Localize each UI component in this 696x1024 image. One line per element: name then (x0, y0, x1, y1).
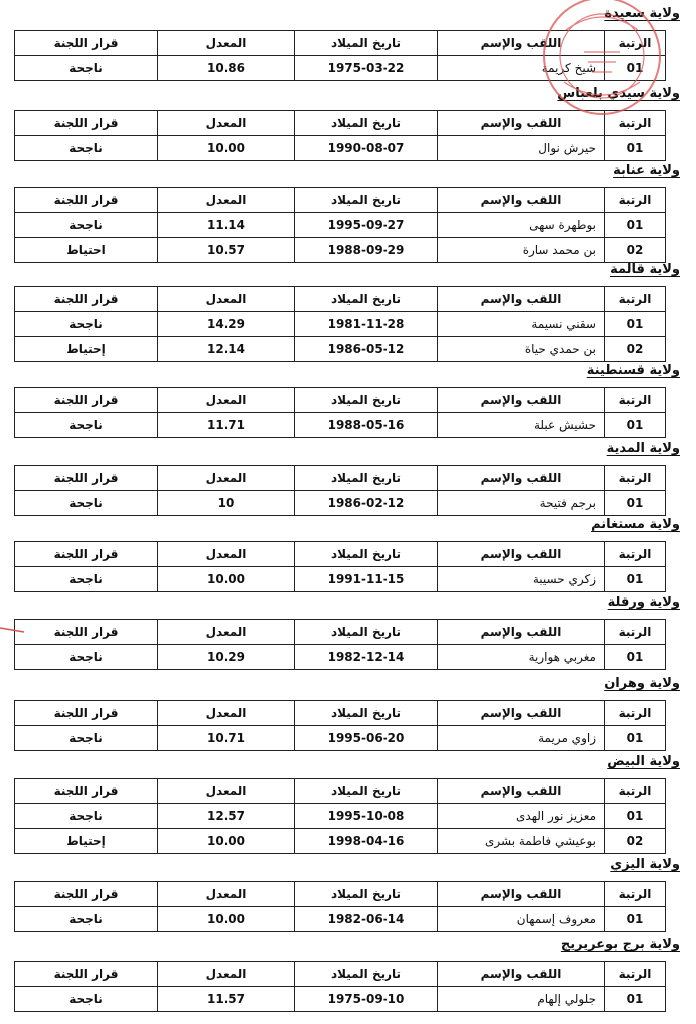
cell-decision: ناجحة (15, 567, 158, 592)
table-row (15, 829, 666, 854)
cell-name: بن حمدي حياة (438, 337, 605, 362)
cell-decision: ناجحة (15, 213, 158, 238)
cell-name: معزيز نور الهدى (438, 804, 605, 829)
cell-average: 10.00 (158, 829, 295, 854)
cell-name: بوعيشي فاطمة بشرى (438, 829, 605, 854)
column-header-birth: تاريخ الميلاد (295, 111, 438, 136)
column-header-name: اللقب والإسم (438, 701, 605, 726)
table-row (15, 56, 666, 81)
results-table (14, 465, 666, 516)
cell-birth: 1995-09-27 (295, 213, 438, 238)
column-header-birth: تاريخ الميلاد (295, 701, 438, 726)
table-row (15, 491, 666, 516)
results-table (14, 778, 666, 854)
column-header-average: المعدل (158, 287, 295, 312)
column-header-name: اللقب والإسم (438, 388, 605, 413)
column-header-average: المعدل (158, 111, 295, 136)
cell-name: زاوي مريمة (438, 726, 605, 751)
column-header-decision: قرار اللجنة (15, 31, 158, 56)
section-title: ولاية قسنطينة (586, 363, 680, 378)
cell-rank: 01 (605, 213, 666, 238)
column-header-birth: تاريخ الميلاد (295, 466, 438, 491)
cell-rank: 01 (605, 413, 666, 438)
section-title: ولاية اليزي (610, 857, 680, 872)
cell-rank: 02 (605, 337, 666, 362)
column-header-decision: قرار اللجنة (15, 962, 158, 987)
cell-birth: 1988-05-16 (295, 413, 438, 438)
table-header-row (15, 388, 666, 413)
cell-name: بوطهرة سهى (438, 213, 605, 238)
cell-name: حشيش عبلة (438, 413, 605, 438)
column-header-average: المعدل (158, 779, 295, 804)
section-title: ولاية سيدي بلعباس (557, 86, 680, 101)
column-header-decision: قرار اللجنة (15, 287, 158, 312)
cell-decision: ناجحة (15, 804, 158, 829)
cell-average: 10.29 (158, 645, 295, 670)
column-header-name: اللقب والإسم (438, 31, 605, 56)
cell-birth: 1990-08-07 (295, 136, 438, 161)
section-title: ولاية مستغانم (591, 517, 680, 532)
cell-decision: ناجحة (15, 907, 158, 932)
cell-rank: 01 (605, 136, 666, 161)
results-table (14, 387, 666, 438)
cell-decision: إحتياط (15, 829, 158, 854)
cell-name: معروف إسمهان (438, 907, 605, 932)
column-header-name: اللقب والإسم (438, 466, 605, 491)
cell-birth: 1998-04-16 (295, 829, 438, 854)
column-header-name: اللقب والإسم (438, 779, 605, 804)
column-header-average: المعدل (158, 962, 295, 987)
table-row (15, 907, 666, 932)
results-table (14, 619, 666, 670)
table-header-row (15, 779, 666, 804)
cell-rank: 01 (605, 726, 666, 751)
cell-birth: 1995-06-20 (295, 726, 438, 751)
cell-birth: 1986-05-12 (295, 337, 438, 362)
cell-decision: ناجحة (15, 56, 158, 81)
table-header-row (15, 542, 666, 567)
cell-average: 10.57 (158, 238, 295, 263)
cell-average: 10 (158, 491, 295, 516)
cell-name: برجم فتيحة (438, 491, 605, 516)
cell-name: سقني نسيمة (438, 312, 605, 337)
column-header-decision: قرار اللجنة (15, 620, 158, 645)
table-header-row (15, 882, 666, 907)
cell-rank: 01 (605, 312, 666, 337)
column-header-birth: تاريخ الميلاد (295, 388, 438, 413)
cell-rank: 01 (605, 645, 666, 670)
cell-rank: 01 (605, 987, 666, 1012)
cell-birth: 1975-03-22 (295, 56, 438, 81)
cell-rank: 01 (605, 804, 666, 829)
section-title: ولاية برج بوعريريج (560, 937, 680, 952)
column-header-average: المعدل (158, 542, 295, 567)
cell-decision: إحتياط (15, 337, 158, 362)
column-header-birth: تاريخ الميلاد (295, 882, 438, 907)
table-header-row (15, 287, 666, 312)
table-row (15, 645, 666, 670)
table-row (15, 987, 666, 1012)
column-header-rank: الرتبة (605, 620, 666, 645)
cell-average: 11.57 (158, 987, 295, 1012)
cell-decision: ناجحة (15, 312, 158, 337)
table-header-row (15, 31, 666, 56)
table-header-row (15, 701, 666, 726)
column-header-rank: الرتبة (605, 287, 666, 312)
section-title: ولاية وهران (604, 676, 680, 691)
column-header-average: المعدل (158, 882, 295, 907)
column-header-name: اللقب والإسم (438, 962, 605, 987)
table-row (15, 312, 666, 337)
cell-decision: ناجحة (15, 491, 158, 516)
table-row (15, 567, 666, 592)
cell-rank: 02 (605, 829, 666, 854)
column-header-decision: قرار اللجنة (15, 882, 158, 907)
column-header-rank: الرتبة (605, 31, 666, 56)
cell-average: 10.86 (158, 56, 295, 81)
table-row (15, 238, 666, 263)
results-table (14, 110, 666, 161)
section-title: ولاية المدية (606, 441, 680, 456)
column-header-rank: الرتبة (605, 466, 666, 491)
cell-birth: 1981-11-28 (295, 312, 438, 337)
column-header-rank: الرتبة (605, 701, 666, 726)
table-row (15, 726, 666, 751)
cell-rank: 01 (605, 907, 666, 932)
column-header-birth: تاريخ الميلاد (295, 188, 438, 213)
column-header-birth: تاريخ الميلاد (295, 287, 438, 312)
table-row (15, 804, 666, 829)
column-header-rank: الرتبة (605, 188, 666, 213)
column-header-decision: قرار اللجنة (15, 779, 158, 804)
column-header-birth: تاريخ الميلاد (295, 31, 438, 56)
column-header-name: اللقب والإسم (438, 882, 605, 907)
column-header-name: اللقب والإسم (438, 287, 605, 312)
cell-decision: ناجحة (15, 136, 158, 161)
table-row (15, 337, 666, 362)
cell-decision: ناجحة (15, 987, 158, 1012)
column-header-average: المعدل (158, 31, 295, 56)
results-table (14, 187, 666, 263)
cell-average: 12.57 (158, 804, 295, 829)
column-header-average: المعدل (158, 188, 295, 213)
column-header-average: المعدل (158, 701, 295, 726)
results-table (14, 700, 666, 751)
cell-name: بن محمد سارة (438, 238, 605, 263)
column-header-birth: تاريخ الميلاد (295, 620, 438, 645)
cell-birth: 1991-11-15 (295, 567, 438, 592)
column-header-average: المعدل (158, 620, 295, 645)
cell-average: 11.14 (158, 213, 295, 238)
table-header-row (15, 962, 666, 987)
results-table (14, 541, 666, 592)
cell-decision: ناجحة (15, 645, 158, 670)
cell-rank: 01 (605, 56, 666, 81)
column-header-decision: قرار اللجنة (15, 466, 158, 491)
column-header-decision: قرار اللجنة (15, 542, 158, 567)
column-header-decision: قرار اللجنة (15, 111, 158, 136)
cell-birth: 1986-02-12 (295, 491, 438, 516)
cell-birth: 1982-06-14 (295, 907, 438, 932)
cell-name: حيرش نوال (438, 136, 605, 161)
cell-average: 10.71 (158, 726, 295, 751)
table-header-row (15, 620, 666, 645)
table-row (15, 413, 666, 438)
cell-average: 12.14 (158, 337, 295, 362)
column-header-birth: تاريخ الميلاد (295, 542, 438, 567)
cell-name: مغربي هوارية (438, 645, 605, 670)
cell-birth: 1988-09-29 (295, 238, 438, 263)
cell-name: زكري حسيبة (438, 567, 605, 592)
table-row (15, 136, 666, 161)
table-row (15, 213, 666, 238)
cell-average: 10.00 (158, 907, 295, 932)
cell-birth: 1982-12-14 (295, 645, 438, 670)
section-title: ولاية سعيدة (604, 6, 680, 21)
table-header-row (15, 466, 666, 491)
cell-birth: 1995-10-08 (295, 804, 438, 829)
results-table (14, 961, 666, 1012)
section-title: ولاية قالمة (610, 262, 680, 277)
section-title: ولاية البيض (607, 754, 680, 769)
cell-name: شيخ كريمة (438, 56, 605, 81)
column-header-rank: الرتبة (605, 388, 666, 413)
table-header-row (15, 111, 666, 136)
cell-name: جلولي إلهام (438, 987, 605, 1012)
column-header-rank: الرتبة (605, 542, 666, 567)
cell-average: 10.00 (158, 136, 295, 161)
section-title: ولاية عنابة (613, 163, 680, 178)
cell-rank: 01 (605, 567, 666, 592)
column-header-average: المعدل (158, 466, 295, 491)
cell-rank: 01 (605, 491, 666, 516)
column-header-name: اللقب والإسم (438, 542, 605, 567)
section-title: ولاية ورقلة (607, 595, 680, 610)
results-table (14, 30, 666, 81)
column-header-name: اللقب والإسم (438, 620, 605, 645)
table-header-row (15, 188, 666, 213)
cell-average: 10.00 (158, 567, 295, 592)
cell-average: 14.29 (158, 312, 295, 337)
cell-decision: احتياط (15, 238, 158, 263)
cell-decision: ناجحة (15, 413, 158, 438)
column-header-decision: قرار اللجنة (15, 388, 158, 413)
column-header-birth: تاريخ الميلاد (295, 779, 438, 804)
cell-decision: ناجحة (15, 726, 158, 751)
column-header-decision: قرار اللجنة (15, 188, 158, 213)
cell-average: 11.71 (158, 413, 295, 438)
results-table (14, 286, 666, 362)
column-header-average: المعدل (158, 388, 295, 413)
column-header-name: اللقب والإسم (438, 188, 605, 213)
column-header-rank: الرتبة (605, 779, 666, 804)
column-header-name: اللقب والإسم (438, 111, 605, 136)
column-header-birth: تاريخ الميلاد (295, 962, 438, 987)
cell-rank: 02 (605, 238, 666, 263)
cell-birth: 1975-09-10 (295, 987, 438, 1012)
column-header-rank: الرتبة (605, 111, 666, 136)
column-header-rank: الرتبة (605, 962, 666, 987)
results-table (14, 881, 666, 932)
column-header-decision: قرار اللجنة (15, 701, 158, 726)
column-header-rank: الرتبة (605, 882, 666, 907)
